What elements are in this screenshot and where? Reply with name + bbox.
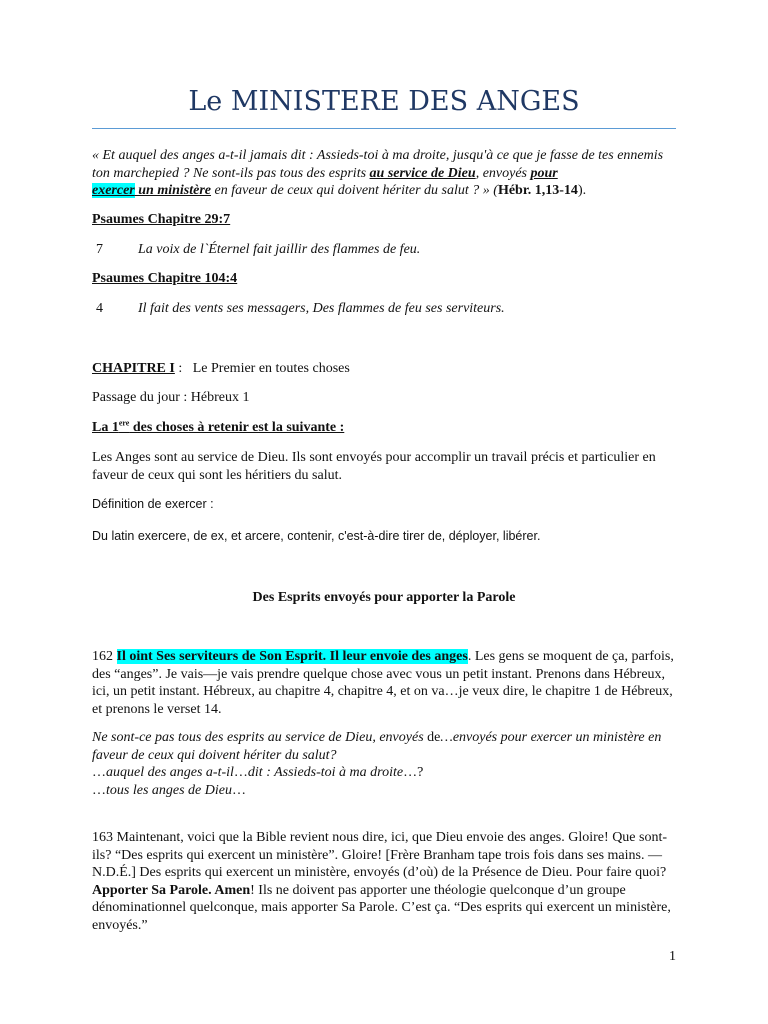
quote-l2d: dit : Assieds-toi à ma droite <box>247 765 404 780</box>
chapter-line <box>92 360 676 378</box>
quote-l1a: Ne sont- <box>92 730 140 745</box>
p163-bold: Apporter Sa Parole. Amen <box>92 882 251 898</box>
paragraph-angels-service: Les Anges sont au service de Dieu. Ils sont envoyés pour accomplir un travail précis et particulier en faveur de ceux qui sont les héritiers du salut. <box>92 450 656 483</box>
chapter-title: Le Premier en toutes choses <box>192 361 350 376</box>
first-point-sup: ere <box>118 418 130 428</box>
chapter-label: CHAPITRE I <box>92 361 175 376</box>
p163-text-a: 163 Maintenant, voici que la Bible revient nous dire, ici, que Dieu envoie des anges. Gloire! Que sont-ils? “Des esprits qui exercent un ministère”. Gloire! [Frère Branham tape trois fois dans ses mains. — N.D.É.] Des esprits qui exercent un ministère, envoyés (d’où) de la Présence de Dieu. Pour faire quoi? <box>92 830 668 880</box>
paragraph-163 <box>92 829 676 934</box>
quote-l1b: ce pas tous des esprits au service de Dieu, envoyés <box>139 730 428 745</box>
quote-l3b: tous les anges de Dieu <box>106 782 232 798</box>
psalm2-text: Il fait des vents ses messagers, Des flammes de feu ses serviteurs. <box>138 301 505 316</box>
intro-ref: Hébr. 1,13-14 <box>497 183 578 198</box>
chapter-separator: : <box>174 361 193 376</box>
intro-quote <box>92 147 676 200</box>
quote-l1d: …envoyés pour exercer un ministère en faveur de ceux qui doivent hériter du salut? <box>92 730 662 763</box>
quote-l2a: … <box>92 765 106 780</box>
psalm2-number: 4 <box>96 301 103 316</box>
first-point-b: des choses à retenir est la suivante : <box>129 420 345 435</box>
definition-text: Du latin exercere, de ex, et arcere, contenir, c'est-à-dire tirer de, déployer, libérer. <box>92 529 541 543</box>
p162-text: . Les gens se moquent de ça, parfois, des “anges”. Je vais—je vais prendre quelque chose avec vous un petit instant. Prenons dans Hébreux, ici, un petit instant. Hébreux, au chapitre 4, chapitre 4, et on va…je veux dire, le chapitre 1 de Hébreux, et prenons le verset 14. <box>92 649 674 717</box>
title-rule <box>92 128 676 129</box>
intro-q1: « Et auquel des anges a-t-il jamais dit : Assieds-toi à ma droite, jusqu'à ce que je fasse de tes ennemis ton marchepied ? Ne sont-ils pas tous des esprits <box>92 148 664 181</box>
intro-q3: , envoyés <box>475 165 531 181</box>
intro-q5: exercer <box>92 183 135 198</box>
quote-l2b: auquel des anges a-t-il <box>106 765 234 780</box>
quote-l3a: … <box>92 782 106 798</box>
intro-q7: en faveur de ceux qui doivent hériter du salut ? » ( <box>211 183 498 198</box>
definition-label: Définition de exercer : <box>92 497 214 511</box>
psalm2-verse <box>92 300 676 318</box>
paragraph-162 <box>92 648 676 718</box>
intro-q4: pour <box>530 165 558 181</box>
p162-number: 162 <box>92 649 117 664</box>
psalm2-heading: Psaumes Chapitre 104:4 <box>92 271 238 286</box>
scripture-quote <box>92 729 676 799</box>
first-point-heading <box>92 419 676 437</box>
intro-end: ). <box>577 183 587 198</box>
page-number: 1 <box>669 949 676 964</box>
intro-q6: un ministère <box>134 183 212 198</box>
psalm1-number: 7 <box>96 242 103 257</box>
passage-line: Passage du jour : Hébreux 1 <box>92 390 250 405</box>
psalm1-text: La voix de l`Éternel fait jaillir des flammes de feu. <box>138 242 421 257</box>
first-point-a: La 1 <box>92 420 119 435</box>
page-title: Le MINISTERE DES ANGES <box>188 86 580 117</box>
psalm1-heading: Psaumes Chapitre 29:7 <box>92 212 231 227</box>
quote-l2e: …? <box>403 765 424 780</box>
quote-l2c: … <box>233 765 248 780</box>
psalm1-verse <box>92 241 676 259</box>
p162-highlight: Il oint Ses serviteurs de Son Esprit. Il leur envoie des anges <box>116 649 468 664</box>
intro-q2: au service de Dieu <box>369 165 476 181</box>
p163-text-b: ! Ils ne doivent pas apporter une théologie quelconque d’un groupe dénominationnel quelconque, mais apporter Sa Parole. C’est ça. “Des esprits qui exercent un ministère, envoyés.” <box>92 882 671 933</box>
quote-l1c: de <box>427 730 441 745</box>
section-heading: Des Esprits envoyés pour apporter la Parole <box>252 590 516 605</box>
quote-l3c: … <box>231 782 246 798</box>
